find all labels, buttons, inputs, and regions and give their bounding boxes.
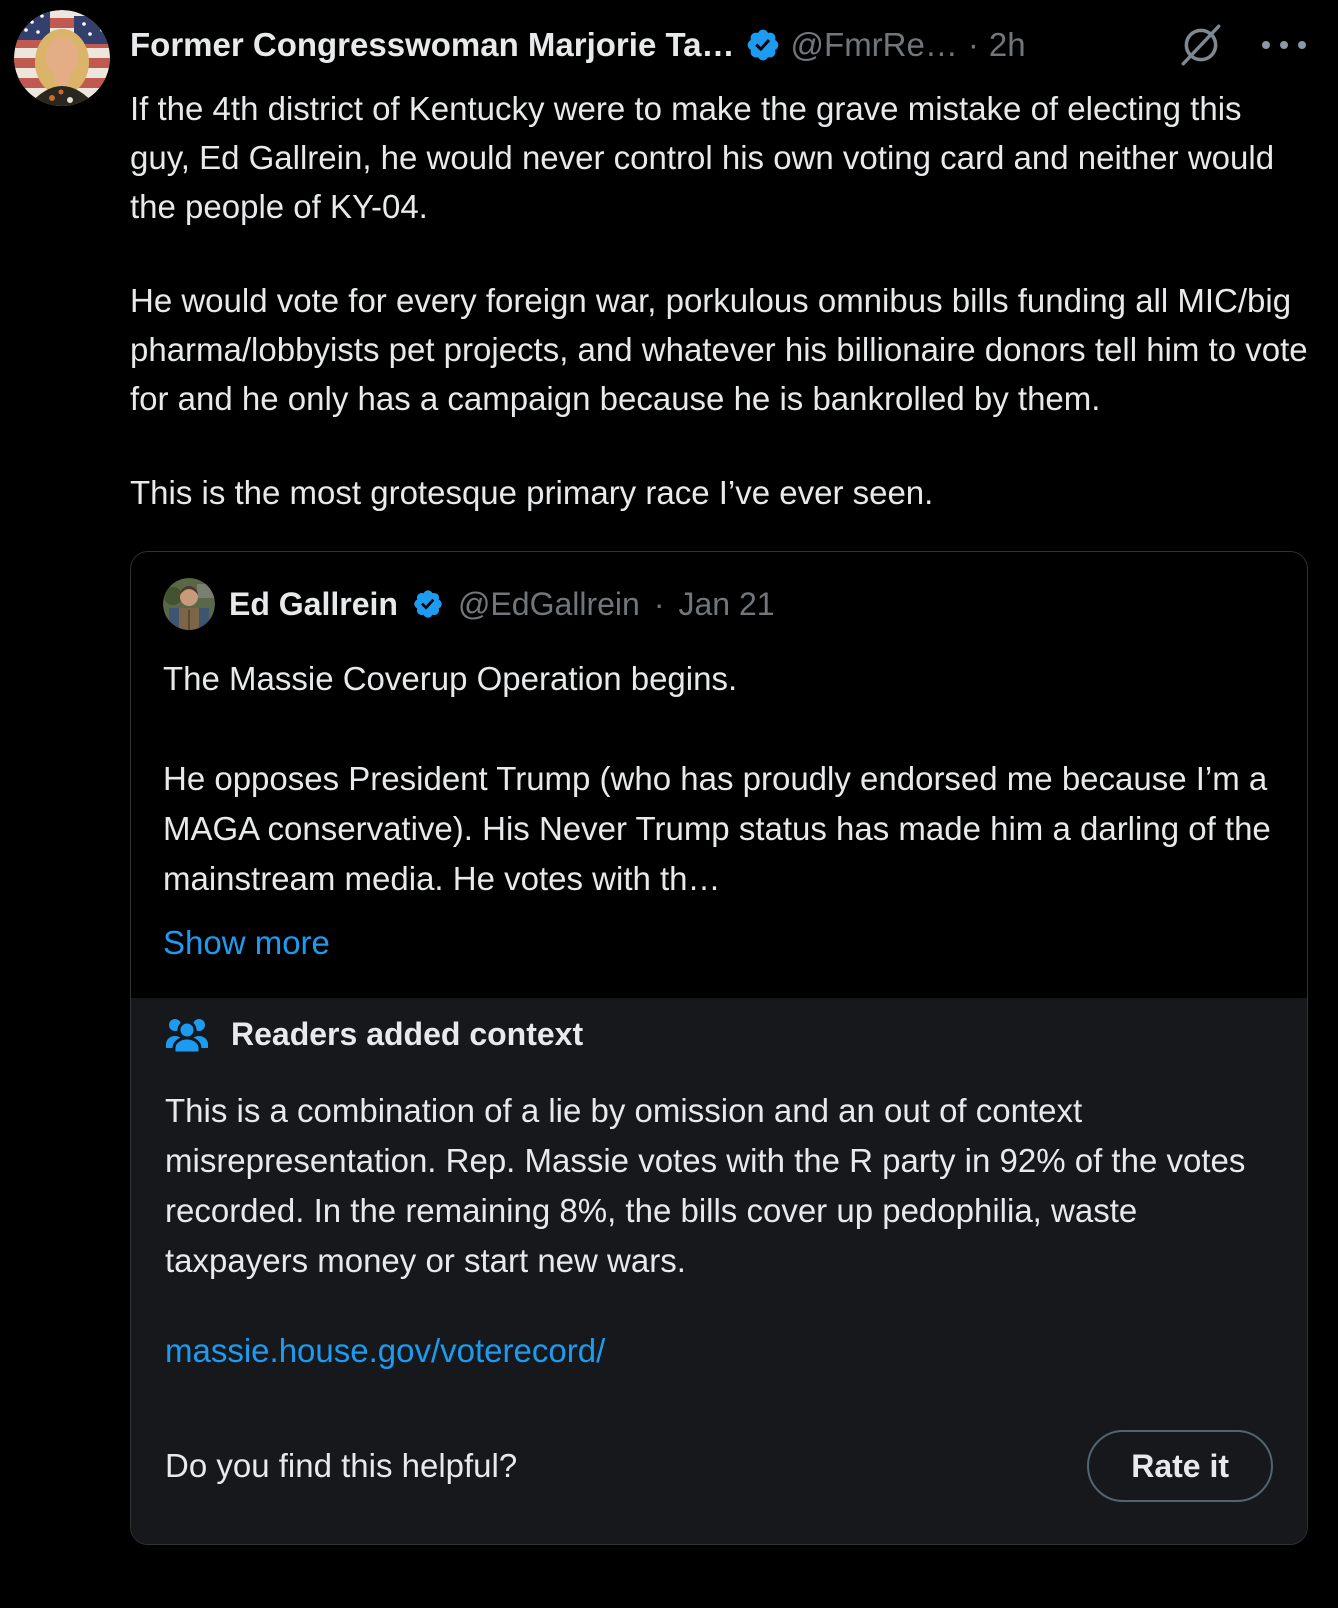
quoted-verified-badge-icon (412, 588, 444, 620)
quoted-author-handle: @EdGallrein (457, 585, 640, 622)
quoted-author-name: Ed Gallrein (229, 585, 398, 622)
show-more-link[interactable]: Show more (163, 924, 330, 961)
author-name[interactable]: Former Congresswoman Marjorie Ta… (130, 26, 735, 63)
verified-badge-icon (745, 27, 781, 63)
header-actions (1178, 22, 1308, 68)
community-note-title: Readers added context (231, 1015, 584, 1052)
rate-it-button[interactable]: Rate it (1087, 1430, 1273, 1502)
author-avatar[interactable] (14, 10, 110, 106)
quoted-tweet-date: Jan 21 (678, 585, 775, 622)
quoted-tweet-text (163, 654, 1275, 904)
tweet-text (130, 84, 1308, 517)
community-note-people-icon (165, 1012, 209, 1056)
helpful-question: Do you find this helpful? (165, 1447, 518, 1484)
community-note-footer (165, 1430, 1273, 1502)
author-avatar-image (14, 10, 110, 106)
tweet-header (130, 22, 1308, 68)
tweet-paragraph: He would vote for every foreign war, porkulous omnibus bills funding all MIC/big pharma/lobbyists pet projects, and whatever his billionaire donors tell him to vote for and he only has a campaign because he is bankrolled by them. (130, 282, 1308, 417)
quoted-tweet-card[interactable] (130, 551, 1308, 1545)
author-handle[interactable]: @FmrRe… (790, 26, 958, 63)
tweet-timestamp[interactable]: 2h (988, 26, 1026, 63)
quoted-tweet-header (163, 578, 1275, 630)
quoted-paragraph: He opposes President Trump (who has proudly endorsed me because I’m a MAGA conservative). His Never Trump status has made him a darling of the mainstream media. He votes with th… (163, 760, 1271, 897)
community-note (131, 998, 1307, 1544)
grok-button[interactable] (1178, 22, 1224, 68)
community-note-text: This is a combination of a lie by omission and an out of context misrepresentation. Rep. Massie votes with the R party in 92% of the votes recorded. In the remaining 8%, the bills cover up pedophilia, waste taxpayers money or start new wars. (165, 1092, 1246, 1279)
tweet-paragraph: If the 4th district of Kentucky were to make the grave mistake of electing this guy, Ed Gallrein, he would never control his own voting card and neither would the people of KY-04. (130, 90, 1275, 225)
grok-icon (1178, 22, 1224, 68)
quoted-tweet (131, 552, 1307, 998)
community-note-header (165, 1012, 1273, 1056)
quoted-paragraph: The Massie Coverup Operation begins. (163, 660, 738, 697)
quoted-separator: · (653, 585, 665, 622)
tweet-paragraph: This is the most grotesque primary race I’ve ever seen. (130, 474, 934, 511)
tweet-container (130, 0, 1308, 1545)
more-button[interactable] (1260, 39, 1308, 51)
quoted-author-avatar-image (163, 578, 215, 630)
header-separator: · (967, 26, 979, 63)
more-icon (1260, 39, 1308, 51)
quoted-author-avatar (163, 578, 215, 630)
community-note-link[interactable]: massie.house.gov/voterecord/ (165, 1332, 606, 1369)
